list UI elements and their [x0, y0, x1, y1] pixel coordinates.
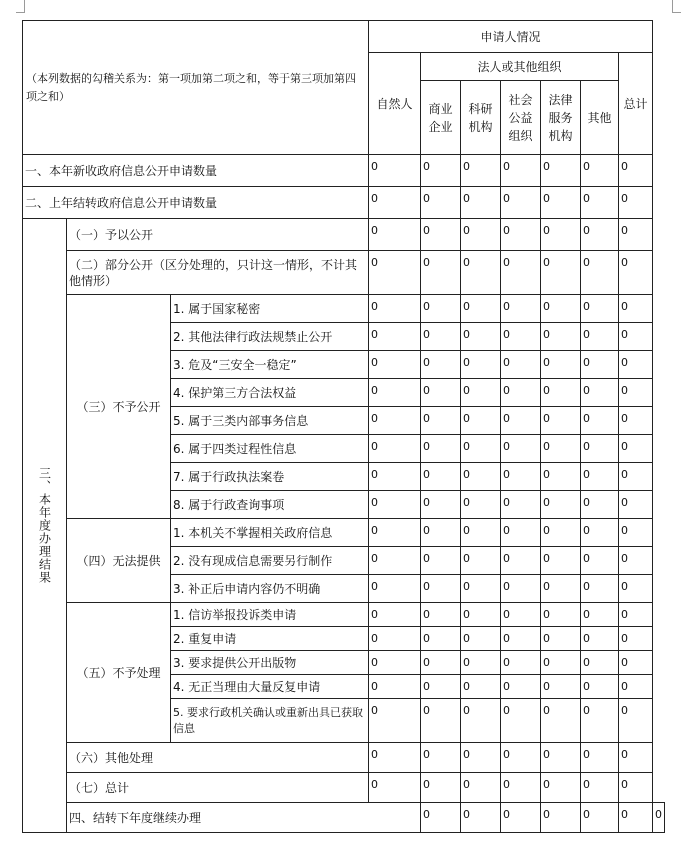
value-law: 0	[541, 519, 581, 547]
header-commercial: 商业企业	[421, 81, 461, 155]
value-other: 0	[581, 675, 619, 699]
value-social: 0	[501, 675, 541, 699]
value-total: 0	[619, 463, 653, 491]
value-other: 0	[581, 575, 619, 603]
row-label: （六）其他处理	[67, 743, 369, 773]
value-research: 0	[461, 575, 501, 603]
value-social: 0	[501, 407, 541, 435]
value-natural: 0	[421, 803, 461, 833]
value-total: 0	[619, 219, 653, 251]
value-natural: 0	[369, 435, 421, 463]
value-research: 0	[461, 463, 501, 491]
value-research: 0	[461, 155, 501, 187]
value-other: 0	[581, 627, 619, 651]
value-other: 0	[581, 463, 619, 491]
value-research: 0	[461, 295, 501, 323]
group-not-processed: （五）不予处理	[67, 603, 171, 743]
value-commercial: 0	[421, 627, 461, 651]
value-commercial: 0	[421, 603, 461, 627]
header-note: （本列数据的勾稽关系为：第一项加第二项之和，等于第三项加第四项之和）	[23, 21, 369, 155]
value-natural: 0	[369, 575, 421, 603]
value-research: 0	[461, 651, 501, 675]
value-other: 0	[581, 351, 619, 379]
row-grand-total	[23, 773, 665, 803]
value-commercial: 0	[421, 407, 461, 435]
header-social: 社会公益组织	[501, 81, 541, 155]
value-social: 0	[501, 651, 541, 675]
value-natural: 0	[369, 519, 421, 547]
value-research: 0	[461, 743, 501, 773]
row-label: 1. 信访举报投诉类申请	[171, 603, 369, 627]
header-applicant: 申请人情况	[369, 21, 653, 53]
header-research: 科研机构	[461, 81, 501, 155]
row-label: （二）部分公开（区分处理的，只计这一情形，不计其他情形）	[67, 251, 369, 295]
row-partially-disclosed	[23, 251, 665, 295]
value-commercial: 0	[421, 491, 461, 519]
row-label: 一、本年新收政府信息公开申请数量	[23, 155, 369, 187]
value-commercial: 0	[421, 651, 461, 675]
row-label: （一）予以公开	[67, 219, 369, 251]
value-other: 0	[581, 435, 619, 463]
value-natural: 0	[369, 351, 421, 379]
value-total: 0	[619, 743, 653, 773]
value-commercial: 0	[421, 219, 461, 251]
header-natural-person: 自然人	[369, 53, 421, 155]
value-other: 0	[581, 187, 619, 219]
value-law: 0	[541, 651, 581, 675]
value-total: 0	[619, 295, 653, 323]
value-research: 0	[461, 491, 501, 519]
value-total: 0	[619, 675, 653, 699]
value-social: 0	[501, 743, 541, 773]
value-natural: 0	[369, 547, 421, 575]
value-other: 0	[581, 155, 619, 187]
value-commercial: 0	[421, 575, 461, 603]
row-label: 二、上年结转政府信息公开申请数量	[23, 187, 369, 219]
value-natural: 0	[369, 379, 421, 407]
value-other: 0	[619, 803, 653, 833]
row-label: 2. 没有现成信息需要另行制作	[171, 547, 369, 575]
value-total: 0	[619, 603, 653, 627]
row-label: 四、结转下年度继续办理	[67, 803, 421, 833]
value-commercial: 0	[421, 379, 461, 407]
row-other-handling	[23, 743, 665, 773]
row-label: （七）总计	[67, 773, 369, 803]
value-other: 0	[581, 219, 619, 251]
value-commercial: 0	[461, 803, 501, 833]
value-other: 0	[581, 379, 619, 407]
value-social: 0	[501, 463, 541, 491]
page-corner-mark-left	[16, 0, 25, 13]
row-new-requests	[23, 155, 665, 187]
value-law: 0	[541, 219, 581, 251]
value-natural: 0	[369, 463, 421, 491]
value-law: 0	[541, 699, 581, 743]
value-law: 0	[541, 407, 581, 435]
value-research: 0	[461, 547, 501, 575]
row-carry-forward	[23, 803, 665, 833]
value-commercial: 0	[421, 323, 461, 351]
value-social: 0	[501, 351, 541, 379]
value-other: 0	[581, 251, 619, 295]
value-research: 0	[461, 219, 501, 251]
value-research: 0	[461, 251, 501, 295]
value-natural: 0	[369, 295, 421, 323]
value-natural: 0	[369, 603, 421, 627]
row-label: 3. 危及“三安全一稳定”	[171, 351, 369, 379]
value-natural: 0	[369, 699, 421, 743]
value-law: 0	[541, 435, 581, 463]
row-label: 8. 属于行政查询事项	[171, 491, 369, 519]
value-total: 0	[619, 155, 653, 187]
value-total: 0	[619, 251, 653, 295]
value-other: 0	[581, 323, 619, 351]
value-total: 0	[653, 803, 665, 833]
value-total: 0	[619, 351, 653, 379]
value-other: 0	[581, 773, 619, 803]
value-law: 0	[541, 743, 581, 773]
value-total: 0	[619, 187, 653, 219]
value-research: 0	[461, 435, 501, 463]
row-label: 1. 属于国家秘密	[171, 295, 369, 323]
value-social: 0	[501, 155, 541, 187]
value-law: 0	[541, 379, 581, 407]
value-natural: 0	[369, 743, 421, 773]
value-commercial: 0	[421, 435, 461, 463]
value-law: 0	[541, 575, 581, 603]
value-law: 0	[541, 351, 581, 379]
value-research: 0	[461, 379, 501, 407]
value-social: 0	[501, 251, 541, 295]
value-natural: 0	[369, 651, 421, 675]
value-social: 0	[501, 295, 541, 323]
group-unable-to-provide: （四）无法提供	[67, 519, 171, 603]
value-commercial: 0	[421, 155, 461, 187]
value-total: 0	[619, 323, 653, 351]
value-research: 0	[501, 803, 541, 833]
value-social: 0	[501, 379, 541, 407]
row-disclosed	[23, 219, 665, 251]
value-commercial: 0	[421, 295, 461, 323]
value-social: 0	[501, 187, 541, 219]
header-legal-entity: 法人或其他组织	[421, 53, 619, 81]
value-social: 0	[501, 627, 541, 651]
row-label: 3. 要求提供公开出版物	[171, 651, 369, 675]
value-commercial: 0	[421, 187, 461, 219]
value-total: 0	[619, 627, 653, 651]
value-natural: 0	[369, 675, 421, 699]
row-label: 4. 保护第三方合法权益	[171, 379, 369, 407]
value-commercial: 0	[421, 463, 461, 491]
value-total: 0	[619, 379, 653, 407]
value-research: 0	[461, 351, 501, 379]
value-social: 0	[501, 219, 541, 251]
row-carried-over	[23, 187, 665, 219]
value-commercial: 0	[421, 773, 461, 803]
row-label: 4. 无正当理由大量反复申请	[171, 675, 369, 699]
row-label: 3. 补正后申请内容仍不明确	[171, 575, 369, 603]
value-natural: 0	[369, 773, 421, 803]
value-natural: 0	[369, 491, 421, 519]
value-law: 0	[541, 155, 581, 187]
value-law: 0	[541, 295, 581, 323]
value-research: 0	[461, 323, 501, 351]
value-social: 0	[541, 803, 581, 833]
value-law: 0	[541, 547, 581, 575]
value-research: 0	[461, 627, 501, 651]
value-other: 0	[581, 547, 619, 575]
value-law: 0	[541, 491, 581, 519]
value-other: 0	[581, 743, 619, 773]
value-law: 0	[541, 627, 581, 651]
value-research: 0	[461, 519, 501, 547]
section-results-label: 三、本年度办理结果	[23, 219, 67, 833]
header-other: 其他	[581, 81, 619, 155]
value-other: 0	[581, 519, 619, 547]
value-total: 0	[619, 407, 653, 435]
value-social: 0	[501, 547, 541, 575]
value-other: 0	[581, 407, 619, 435]
value-commercial: 0	[421, 675, 461, 699]
value-commercial: 0	[421, 547, 461, 575]
row-label: 1. 本机关不掌握相关政府信息	[171, 519, 369, 547]
value-natural: 0	[369, 219, 421, 251]
value-total: 0	[619, 575, 653, 603]
value-total: 0	[619, 773, 653, 803]
value-research: 0	[461, 603, 501, 627]
header-law: 法律服务机构	[541, 81, 581, 155]
row-label: 5. 要求行政机关确认或重新出具已获取信息	[171, 699, 369, 743]
value-social: 0	[501, 699, 541, 743]
value-natural: 0	[369, 187, 421, 219]
value-commercial: 0	[421, 743, 461, 773]
value-commercial: 0	[421, 519, 461, 547]
value-law: 0	[541, 773, 581, 803]
value-research: 0	[461, 773, 501, 803]
page-corner-mark-right	[672, 0, 681, 13]
row-unable-1	[23, 519, 665, 547]
value-total: 0	[619, 651, 653, 675]
value-other: 0	[581, 295, 619, 323]
value-research: 0	[461, 699, 501, 743]
value-research: 0	[461, 187, 501, 219]
value-social: 0	[501, 491, 541, 519]
value-natural: 0	[369, 323, 421, 351]
value-law: 0	[541, 603, 581, 627]
value-commercial: 0	[421, 699, 461, 743]
value-other: 0	[581, 603, 619, 627]
row-label: 7. 属于行政执法案卷	[171, 463, 369, 491]
value-natural: 0	[369, 251, 421, 295]
value-other: 0	[581, 651, 619, 675]
value-law: 0	[541, 675, 581, 699]
value-social: 0	[501, 435, 541, 463]
value-natural: 0	[369, 407, 421, 435]
value-law: 0	[541, 323, 581, 351]
value-research: 0	[461, 407, 501, 435]
value-total: 0	[619, 435, 653, 463]
group-not-disclosed: （三）不予公开	[67, 295, 171, 519]
value-commercial: 0	[421, 351, 461, 379]
header-total: 总计	[619, 53, 653, 155]
value-natural: 0	[369, 155, 421, 187]
value-other: 0	[581, 491, 619, 519]
disclosure-statistics-table	[22, 20, 665, 833]
value-total: 0	[619, 547, 653, 575]
value-total: 0	[619, 491, 653, 519]
row-label: 6. 属于四类过程性信息	[171, 435, 369, 463]
value-law: 0	[541, 463, 581, 491]
value-social: 0	[501, 603, 541, 627]
value-social: 0	[501, 575, 541, 603]
value-research: 0	[461, 675, 501, 699]
value-other: 0	[581, 699, 619, 743]
value-total: 0	[619, 519, 653, 547]
value-law: 0	[541, 187, 581, 219]
value-natural: 0	[369, 627, 421, 651]
row-label: 2. 其他法律行政法规禁止公开	[171, 323, 369, 351]
row-not-processed-1	[23, 603, 665, 627]
value-social: 0	[501, 773, 541, 803]
value-social: 0	[501, 519, 541, 547]
row-label: 2. 重复申请	[171, 627, 369, 651]
value-social: 0	[501, 323, 541, 351]
row-not-disclosed-1	[23, 295, 665, 323]
value-law: 0	[541, 251, 581, 295]
value-total: 0	[619, 699, 653, 743]
row-label: 5. 属于三类内部事务信息	[171, 407, 369, 435]
value-commercial: 0	[421, 251, 461, 295]
value-law: 0	[581, 803, 619, 833]
